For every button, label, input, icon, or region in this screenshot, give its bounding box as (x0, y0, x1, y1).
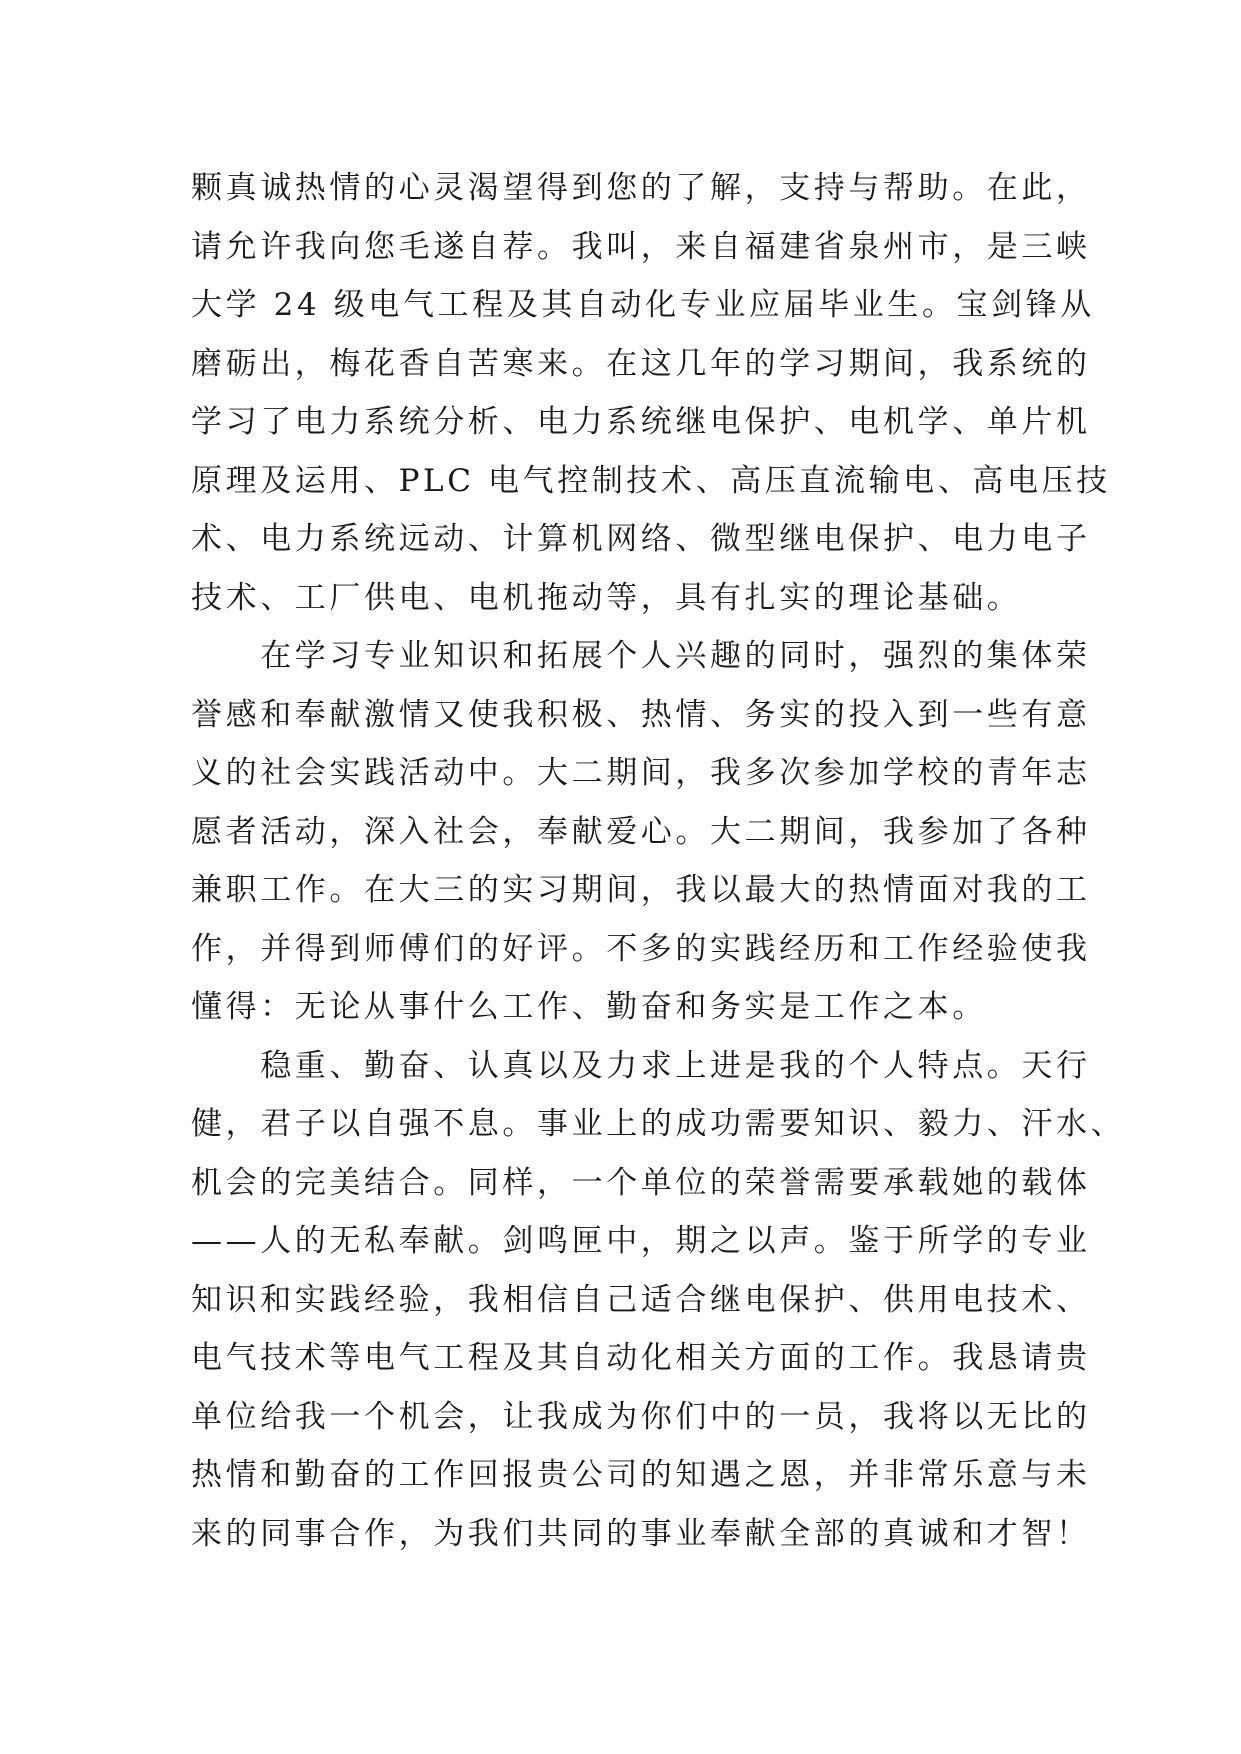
text-line: 学习了电力系统分析、电力系统继电保护、电机学、单片机 (191, 404, 1091, 440)
text-line: 愿者活动，深入社会，奉献爱心。大二期间，我参加了各种 (191, 813, 1091, 850)
text-line: 稳重、勤奋、认真以及力求上进是我的个人特点。天行 (191, 1047, 1091, 1084)
text-line: 热情和勤奋的工作回报贵公司的知遇之恩，并非常乐意与未 (191, 1457, 1091, 1493)
text-line: 健，君子以自强不息。事业上的成功需要知识、毅力、汗水、 (191, 1106, 1126, 1142)
text-line: 磨砺出，梅花香自苦寒来。在这几年的学习期间，我系统的 (191, 345, 1091, 382)
text-line: 在学习专业知识和拓展个人兴趣的同时，强烈的集体荣 (191, 638, 1091, 674)
text-line: 大学 24 级电气工程及其自动化专业应届毕业生。宝剑锋从 (191, 287, 1095, 323)
text-line: 懂得：无论从事什么工作、勤奋和务实是工作之本。 (191, 989, 987, 1025)
text-line: 誉感和奉献激情又使我积极、热情、务实的投入到一些有意 (191, 696, 1091, 733)
text-line: 电气技术等电气工程及其自动化相关方面的工作。我恳请贵 (191, 1340, 1091, 1376)
text-line: 请允许我向您毛遂自荐。我叫，来自福建省泉州市，是三峡 (191, 228, 1091, 265)
text-line: 作，并得到师傅们的好评。不多的实践经历和工作经验使我 (191, 930, 1091, 967)
text-line: 来的同事合作，为我们共同的事业奉献全部的真诚和才智！ (191, 1515, 1091, 1552)
text-line: 原理及运用、PLC 电气控制技术、高压直流输电、高电压技 (191, 462, 1111, 499)
body-text (191, 159, 1126, 1563)
text-line: 单位给我一个机会，让我成为你们中的一员，我将以无比的 (191, 1398, 1091, 1435)
text-line: 机会的完美结合。同样，一个单位的荣誉需要承载她的载体 (191, 1164, 1091, 1201)
text-line: ——人的无私奉献。剑鸣匣中，期之以声。鉴于所学的专业 (191, 1223, 1091, 1259)
text-line: 知识和实践经验，我相信自己适合继电保护、供用电技术、 (191, 1281, 1091, 1318)
text-line: 义的社会实践活动中。大二期间，我多次参加学校的青年志 (191, 755, 1091, 791)
text-line: 颗真诚热情的心灵渴望得到您的了解，支持与帮助。在此， (191, 170, 1091, 206)
text-line: 技术、工厂供电、电机拖动等，具有扎实的理论基础。 (191, 579, 1022, 616)
text-line: 术、电力系统远动、计算机网络、微型继电保护、电力电子 (191, 521, 1091, 557)
text-line: 兼职工作。在大三的实习期间，我以最大的热情面对我的工 (191, 872, 1091, 908)
